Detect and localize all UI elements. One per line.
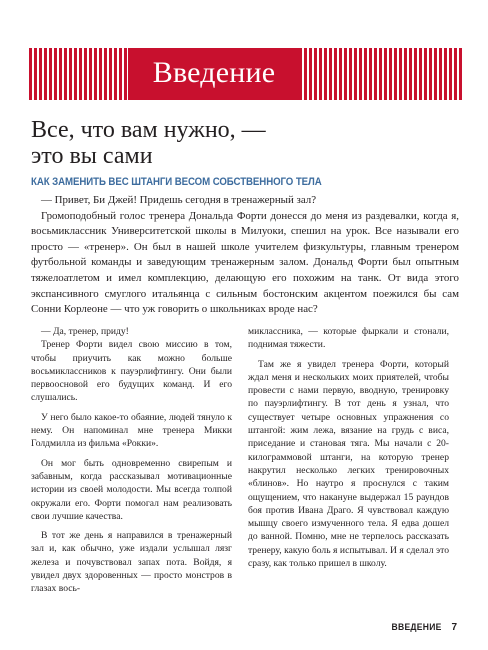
paragraph: Громоподобный голос тренера Дональда Форти донесся до меня из раздевалки, когда я, восьмиклассник Университетской школы в Милуоки, спешил на урок. Все называли его просто — «тренер». Он был в нашей школе учителем физкультуры, главным тренером футбольной команды и заведующим тренажерным залом. Дональд Форти был опытным тяжелоатлетом и имел комплекцию, делающую его похожим на танк. От вида этого экспансивного смуглого итальянца с сильным бостонским акцентом поежился бы сам Сонни Корлеоне — что уж говорить о школьниках вроде нас? [31,209,459,316]
right-column [248,325,449,570]
chapter-banner [29,48,462,100]
chapter-title-line: это вы сами [31,143,153,169]
chapter-title-line: Все, что вам нужно, — [31,117,266,143]
paragraph: Тренер Форти видел свою миссию в том, чтобы приучить как можно больше восьмиклассников к пауэрлифтингу. Они были первоосновой его будущих команд. И его слушались. [31,339,232,404]
chapter-title [31,117,451,169]
banner-title: Введение [152,56,276,89]
paragraph: — Привет, Би Джей! Придешь сегодня в тренажерный зал? [41,194,317,206]
running-footer-label: ВВЕДЕНИЕ [391,622,442,633]
section-subheading: КАК ЗАМЕНИТЬ ВЕС ШТАНГИ ВЕСОМ СОБСТВЕННОГО ТЕЛА [31,176,322,188]
paragraph: Он мог быть одновременно свирепым и забавным, когда рассказывал мотивационные истории из своей молодости. Мы всегда толпой окружали его. Форти помогал нам реализовать свои лучшие качества. [31,457,232,522]
page-footer [386,622,457,633]
banner-title-box [128,48,300,100]
page-number: 7 [451,622,457,633]
paragraph: Там же я увидел тренера Форти, который ждал меня и нескольких моих приятелей, чтобы провести с нами первую, вводную, тренировку по пауэрлифтингу. В тот день я узнал, что существует четыре основных упражнения со штангой: жим лежа, вязание на грудь с виса, приседание и становая тяга. Мы начали с 20-килограммовой штанги, на которую тренер накрутил несколько легких тренировочных «блинов». Но наутро я проснулся с таким ощущением, что накануне выдержал 15 раундов боя против Ивана Драго. Я чувствовал каждую мышцу своего измученного тела. Я едва дошел до ванной. Помню, мне не терпелось рассказать тренеру, какую боль я испытывал. И я сделал это сразу, как только пришел в школу. [248,358,449,570]
paragraph: У него было какое-то обаяние, людей тянуло к нему. Он напоминал мне тренера Микки Голдмилла из фильма «Рокки». [31,411,232,450]
paragraph: миклассника, — которые фыркали и стонали, поднимая тяжести. [248,326,449,351]
paragraph: В тот же день я направился в тренажерный зал и, как обычно, уже издали услышал лязг железа и почувствовал запах пота. Войдя, я увидел двух здоровенных — просто монстров в глазах вось- [31,530,232,595]
left-column [31,325,232,596]
lead-text [31,193,459,318]
paragraph: — Да, тренер, приду! [41,326,129,337]
